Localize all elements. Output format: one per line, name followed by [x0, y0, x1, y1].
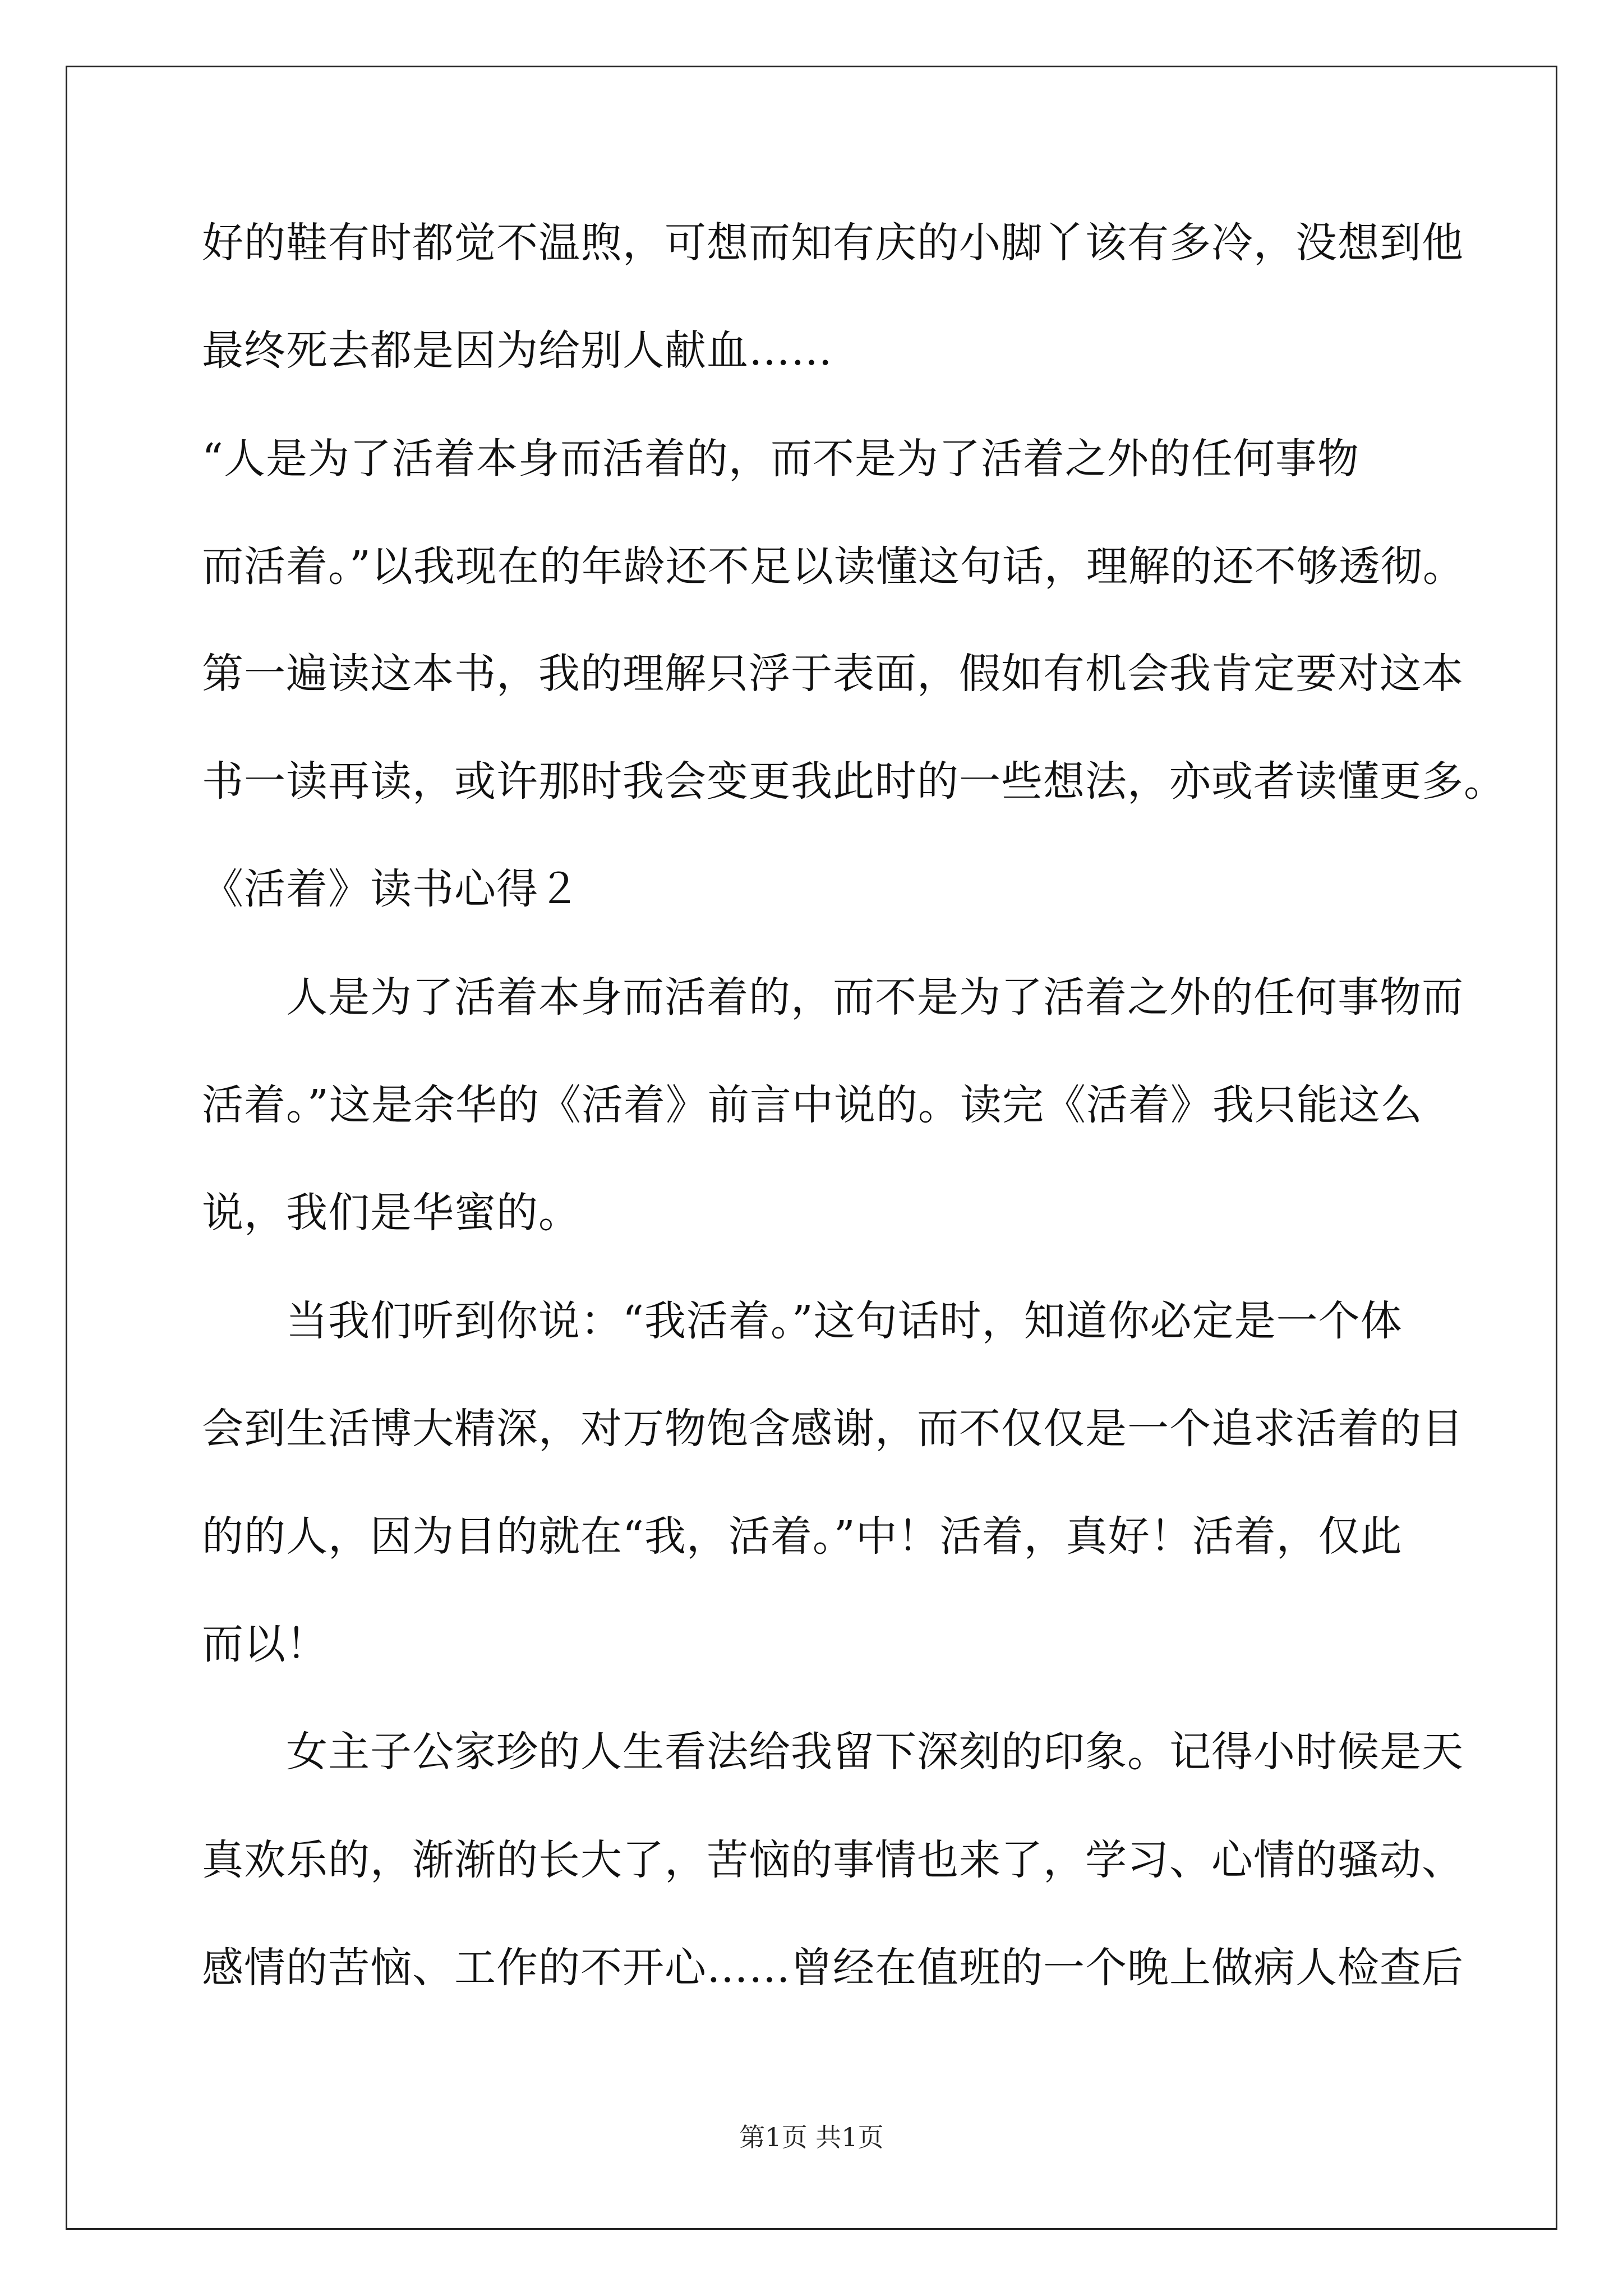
text-line: 活着。”这是余华的《活着》前言中说的。读完《活着》我只能这么	[202, 1081, 1423, 1129]
page-number-footer: 第1页 共1页	[739, 2122, 884, 2152]
text-line: 说，我们是华蜜的。	[202, 1189, 580, 1237]
text-line: 第一遍读这本书，我的理解只浮于表面，假如有机会我肯定要对这本	[202, 650, 1464, 698]
text-line: 而活着。”以我现在的年龄还不足以读懂这句话，理解的还不够透彻。	[202, 542, 1465, 591]
text-line: 而以！	[202, 1620, 328, 1668]
text-line: 感情的苦恼、工作的不开心……曾经在值班的一个晚上做病人检查后	[202, 1944, 1464, 1992]
text-line: 书一读再读，或许那时我会变更我此时的一些想法，亦或者读懂更多。	[202, 757, 1506, 806]
section-heading: 《活着》读书心得２	[202, 865, 580, 913]
text-line: 好的鞋有时都觉不温煦，可想而知有庆的小脚丫该有多冷，没想到他	[202, 219, 1464, 267]
text-line: 人是为了活着本身而活着的，而不是为了活着之外的任何事物而	[286, 973, 1464, 1022]
text-line: 当我们听到你说：“我活着。”这句话时，知道你必定是一个体	[286, 1297, 1403, 1345]
text-line: 真欢乐的，渐渐的长大了，苦恼的事情也来了，学习、心情的骚动、	[202, 1836, 1464, 1884]
text-line: 的的人，因为目的就在“我，活着。”中！活着，真好！活着，仅此	[202, 1512, 1403, 1561]
text-line: 会到生活博大精深，对万物饱含感谢，而不仅仅是一个追求活着的目	[202, 1405, 1464, 1453]
text-line: “人是为了活着本身而活着的，而不是为了活着之外的任何事物	[202, 435, 1359, 483]
page-border	[66, 66, 1557, 2230]
text-line: 女主子公家珍的人生看法给我留下深刻的印象。记得小时候是天	[286, 1728, 1464, 1776]
text-line: 最终死去都是因为给别人献血……	[202, 326, 833, 375]
